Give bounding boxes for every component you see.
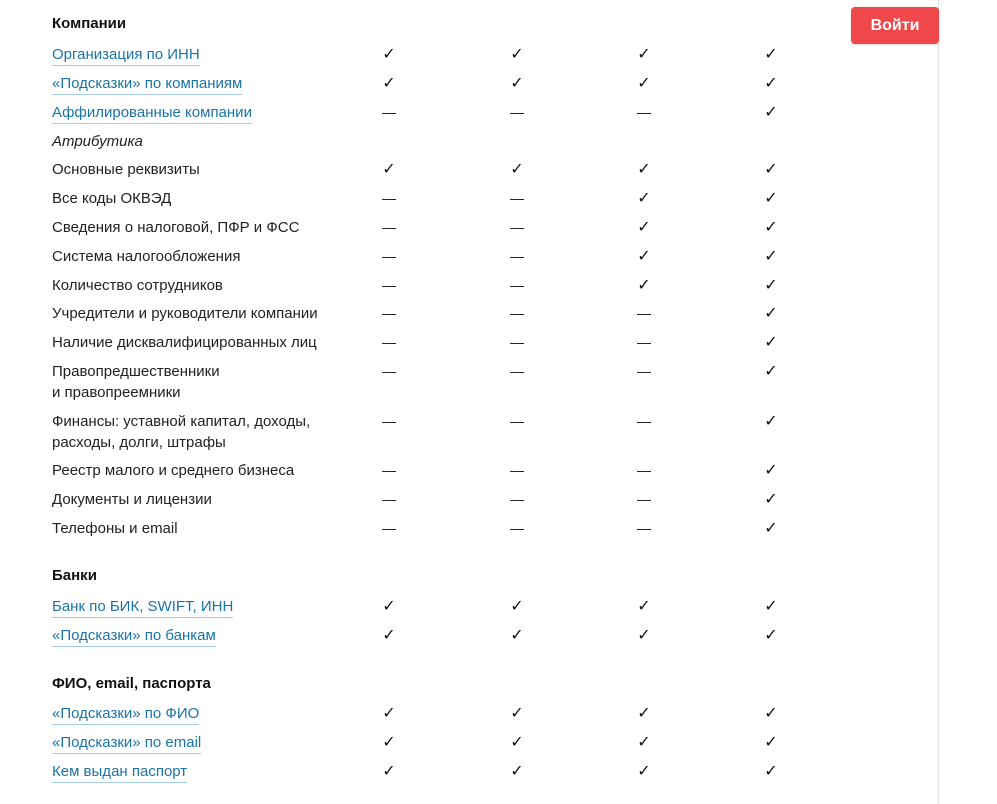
dash-icon: —: [382, 462, 396, 478]
feature-label: Все коды ОКВЭД: [52, 190, 172, 207]
table-row: [52, 732, 832, 761]
table-row: [52, 332, 832, 361]
feature-label: Сведения о налоговой, ПФР и ФСС: [52, 219, 300, 236]
checkmark-icon: ✓: [764, 491, 778, 508]
feature-link[interactable]: Аффилированные компании: [52, 102, 252, 124]
login-button[interactable]: Войти: [851, 7, 939, 44]
table-row: [52, 246, 832, 275]
checkmark-icon: ✓: [764, 363, 778, 380]
checkmark-icon: ✓: [382, 75, 396, 92]
dash-icon: —: [510, 219, 524, 235]
table-row: [52, 703, 832, 732]
checkmark-icon: ✓: [637, 734, 651, 751]
dash-icon: —: [510, 363, 524, 379]
table-row: [52, 460, 832, 489]
table-row: [52, 361, 832, 401]
checkmark-icon: ✓: [637, 705, 651, 722]
checkmark-icon: ✓: [764, 248, 778, 265]
checkmark-icon: ✓: [764, 598, 778, 615]
checkmark-icon: ✓: [382, 46, 396, 63]
feature-label: Наличие дисквалифицированных лиц: [52, 334, 317, 351]
feature-label: Учредители и руководители компании: [52, 305, 318, 322]
table-row: [52, 73, 832, 102]
dash-icon: —: [637, 520, 651, 536]
dash-icon: —: [637, 363, 651, 379]
dash-icon: —: [510, 277, 524, 293]
table-row: [52, 159, 832, 188]
table-row: [52, 596, 832, 625]
subsection-label: Атрибутика: [52, 133, 143, 150]
table-row: [52, 131, 832, 160]
feature-link[interactable]: Организация по ИНН: [52, 44, 200, 66]
dash-icon: —: [382, 219, 396, 235]
checkmark-icon: ✓: [637, 763, 651, 780]
checkmark-icon: ✓: [382, 627, 396, 644]
feature-link[interactable]: «Подсказки» по банкам: [52, 625, 216, 647]
table-row: [52, 761, 832, 790]
dash-icon: —: [510, 190, 524, 206]
dash-icon: —: [510, 248, 524, 264]
checkmark-icon: ✓: [382, 763, 396, 780]
section-title: ФИО, email, паспорта: [52, 675, 211, 692]
checkmark-icon: ✓: [764, 277, 778, 294]
feature-label: Система налогообложения: [52, 248, 241, 265]
dash-icon: —: [382, 491, 396, 507]
checkmark-icon: ✓: [764, 520, 778, 537]
feature-label: Телефоны и email: [52, 520, 178, 537]
checkmark-icon: ✓: [510, 627, 524, 644]
feature-link[interactable]: Кем выдан паспорт: [52, 761, 187, 783]
checkmark-icon: ✓: [764, 161, 778, 178]
dash-icon: —: [510, 305, 524, 321]
feature-link[interactable]: «Подсказки» по email: [52, 732, 201, 754]
checkmark-icon: ✓: [764, 75, 778, 92]
section-title: Банки: [52, 567, 97, 584]
dash-icon: —: [637, 305, 651, 321]
table-row: [52, 188, 832, 217]
checkmark-icon: ✓: [382, 705, 396, 722]
checkmark-icon: ✓: [764, 334, 778, 351]
checkmark-icon: ✓: [637, 75, 651, 92]
dash-icon: —: [382, 363, 396, 379]
checkmark-icon: ✓: [764, 705, 778, 722]
checkmark-icon: ✓: [637, 219, 651, 236]
checkmark-icon: ✓: [637, 161, 651, 178]
dash-icon: —: [637, 334, 651, 350]
dash-icon: —: [382, 277, 396, 293]
checkmark-icon: ✓: [764, 104, 778, 121]
table-row: [52, 275, 832, 304]
table-row: [52, 303, 832, 332]
feature-label: Основные реквизиты: [52, 161, 200, 178]
content-divider: [938, 0, 939, 804]
dash-icon: —: [510, 334, 524, 350]
dash-icon: —: [510, 413, 524, 429]
checkmark-icon: ✓: [510, 161, 524, 178]
checkmark-icon: ✓: [382, 161, 396, 178]
checkmark-icon: ✓: [764, 219, 778, 236]
table-row: [52, 518, 832, 547]
feature-link[interactable]: Банк по БИК, SWIFT, ИНН: [52, 596, 233, 618]
checkmark-icon: ✓: [382, 598, 396, 615]
dash-icon: —: [510, 462, 524, 478]
checkmark-icon: ✓: [382, 734, 396, 751]
checkmark-icon: ✓: [637, 277, 651, 294]
dash-icon: —: [637, 413, 651, 429]
dash-icon: —: [510, 104, 524, 120]
feature-link[interactable]: «Подсказки» по ФИО: [52, 703, 199, 725]
checkmark-icon: ✓: [637, 248, 651, 265]
table-row: [52, 489, 832, 518]
table-row: [52, 44, 832, 73]
dash-icon: —: [637, 104, 651, 120]
dash-icon: —: [382, 413, 396, 429]
dash-icon: —: [382, 248, 396, 264]
checkmark-icon: ✓: [510, 46, 524, 63]
checkmark-icon: ✓: [510, 75, 524, 92]
checkmark-icon: ✓: [637, 598, 651, 615]
checkmark-icon: ✓: [764, 462, 778, 479]
feature-label: Реестр малого и среднего бизнеса: [52, 462, 295, 479]
checkmark-icon: ✓: [510, 598, 524, 615]
feature-link[interactable]: «Подсказки» по компаниям: [52, 73, 242, 95]
checkmark-icon: ✓: [510, 763, 524, 780]
checkmark-icon: ✓: [764, 46, 778, 63]
checkmark-icon: ✓: [637, 190, 651, 207]
checkmark-icon: ✓: [764, 627, 778, 644]
checkmark-icon: ✓: [637, 627, 651, 644]
dash-icon: —: [382, 305, 396, 321]
checkmark-icon: ✓: [764, 734, 778, 751]
checkmark-icon: ✓: [764, 305, 778, 322]
dash-icon: —: [382, 104, 396, 120]
dash-icon: —: [382, 334, 396, 350]
table-row: [52, 217, 832, 246]
feature-label: Документы и лицензии: [52, 491, 212, 508]
checkmark-icon: ✓: [510, 734, 524, 751]
table-row: [52, 625, 832, 654]
dash-icon: —: [510, 491, 524, 507]
feature-label: Количество сотрудников: [52, 277, 223, 294]
checkmark-icon: ✓: [764, 413, 778, 430]
checkmark-icon: ✓: [764, 763, 778, 780]
dash-icon: —: [510, 520, 524, 536]
checkmark-icon: ✓: [510, 705, 524, 722]
dash-icon: —: [382, 520, 396, 536]
section-title: Компании: [52, 15, 127, 32]
table-row: [52, 102, 832, 131]
dash-icon: —: [637, 462, 651, 478]
checkmark-icon: ✓: [637, 46, 651, 63]
dash-icon: —: [637, 491, 651, 507]
checkmark-icon: ✓: [764, 190, 778, 207]
feature-label: Правопредшественники и правопреемники: [52, 363, 220, 401]
table-row: [52, 411, 832, 451]
dash-icon: —: [382, 190, 396, 206]
feature-label: Финансы: уставной капитал, доходы, расходы, долги, штрафы: [52, 413, 311, 451]
